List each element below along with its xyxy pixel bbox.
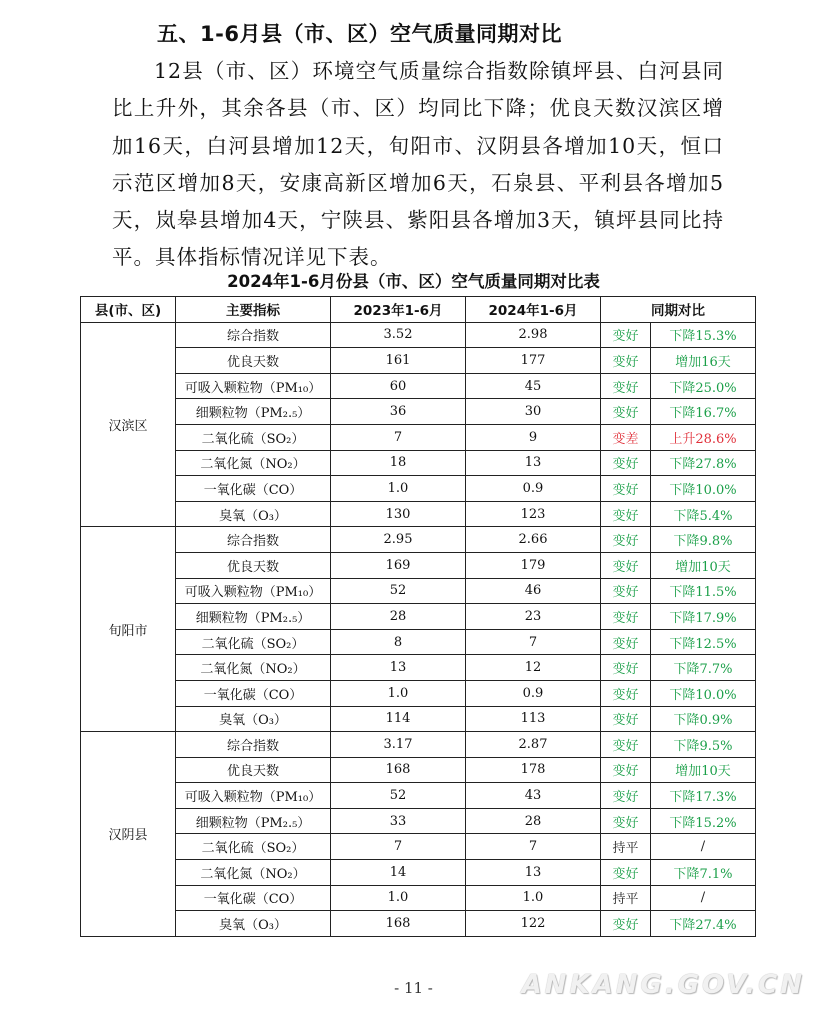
trend-cell: 变好 — [601, 629, 651, 655]
value-2024-cell: 178 — [466, 757, 601, 783]
value-2023-cell: 3.52 — [331, 322, 466, 348]
table-row — [81, 552, 756, 578]
value-2024-cell: 7 — [466, 629, 601, 655]
value-2023-cell: 168 — [331, 757, 466, 783]
table-row — [81, 373, 756, 399]
indicator-cell: 二氧化硫（SO₂） — [176, 629, 331, 655]
value-2023-cell: 169 — [331, 552, 466, 578]
table-row — [81, 578, 756, 604]
air-quality-table — [80, 296, 756, 937]
value-2023-cell: 14 — [331, 860, 466, 886]
value-2024-cell: 122 — [466, 911, 601, 937]
change-cell: 下降10.0% — [651, 476, 756, 502]
change-cell: 上升28.6% — [651, 424, 756, 450]
header-2024: 2024年1-6月 — [466, 297, 601, 323]
county-cell: 汉阴县 — [81, 732, 176, 937]
indicator-cell: 综合指数 — [176, 732, 331, 758]
indicator-cell: 细颗粒物（PM₂.₅） — [176, 808, 331, 834]
indicator-cell: 二氧化氮（NO₂） — [176, 655, 331, 681]
table-row — [81, 757, 756, 783]
indicator-cell: 细颗粒物（PM₂.₅） — [176, 399, 331, 425]
change-cell: 下降9.5% — [651, 732, 756, 758]
header-comparison: 同期对比 — [601, 297, 756, 323]
value-2023-cell: 114 — [331, 706, 466, 732]
trend-cell: 变好 — [601, 706, 651, 732]
indicator-cell: 一氧化碳（CO） — [176, 476, 331, 502]
trend-cell: 变好 — [601, 732, 651, 758]
indicator-cell: 二氧化氮（NO₂） — [176, 450, 331, 476]
table-row — [81, 604, 756, 630]
trend-cell: 变好 — [601, 757, 651, 783]
value-2024-cell: 45 — [466, 373, 601, 399]
value-2024-cell: 30 — [466, 399, 601, 425]
value-2023-cell: 13 — [331, 655, 466, 681]
table-row — [81, 424, 756, 450]
value-2023-cell: 8 — [331, 629, 466, 655]
value-2024-cell: 43 — [466, 783, 601, 809]
table-row — [81, 732, 756, 758]
value-2023-cell: 2.95 — [331, 527, 466, 553]
indicator-cell: 优良天数 — [176, 348, 331, 374]
trend-cell: 变好 — [601, 476, 651, 502]
table-caption: 2024年1-6月份县（市、区）空气质量同期对比表 — [227, 272, 600, 291]
section-heading: 五、1-6月县（市、区）空气质量同期对比 — [157, 22, 562, 46]
value-2024-cell: 13 — [466, 450, 601, 476]
change-cell: 下降17.9% — [651, 604, 756, 630]
indicator-cell: 二氧化氮（NO₂） — [176, 860, 331, 886]
indicator-cell: 可吸入颗粒物（PM₁₀） — [176, 783, 331, 809]
header-2023: 2023年1-6月 — [331, 297, 466, 323]
county-cell: 旬阳市 — [81, 527, 176, 732]
trend-cell: 持平 — [601, 885, 651, 911]
change-cell: 下降25.0% — [651, 373, 756, 399]
change-cell: 下降16.7% — [651, 399, 756, 425]
trend-cell: 变好 — [601, 348, 651, 374]
trend-cell: 变好 — [601, 399, 651, 425]
trend-cell: 变好 — [601, 783, 651, 809]
value-2024-cell: 123 — [466, 501, 601, 527]
indicator-cell: 可吸入颗粒物（PM₁₀） — [176, 578, 331, 604]
indicator-cell: 综合指数 — [176, 322, 331, 348]
county-cell: 汉滨区 — [81, 322, 176, 527]
table-row — [81, 527, 756, 553]
change-cell: 下降5.4% — [651, 501, 756, 527]
trend-cell: 变好 — [601, 527, 651, 553]
table-row — [81, 629, 756, 655]
change-cell: 增加10天 — [651, 757, 756, 783]
value-2023-cell: 36 — [331, 399, 466, 425]
watermark-logo: ANKANG.GOV.CN — [521, 970, 805, 1000]
trend-cell: 变好 — [601, 450, 651, 476]
table-row — [81, 476, 756, 502]
value-2023-cell: 60 — [331, 373, 466, 399]
value-2024-cell: 2.66 — [466, 527, 601, 553]
table-row — [81, 808, 756, 834]
indicator-cell: 综合指数 — [176, 527, 331, 553]
value-2024-cell: 177 — [466, 348, 601, 374]
table-row — [81, 399, 756, 425]
value-2023-cell: 161 — [331, 348, 466, 374]
value-2023-cell: 130 — [331, 501, 466, 527]
value-2024-cell: 0.9 — [466, 476, 601, 502]
indicator-cell: 一氧化碳（CO） — [176, 885, 331, 911]
value-2023-cell: 33 — [331, 808, 466, 834]
value-2024-cell: 9 — [466, 424, 601, 450]
table-row — [81, 348, 756, 374]
trend-cell: 变好 — [601, 578, 651, 604]
header-county: 县(市、区) — [81, 297, 176, 323]
indicator-cell: 臭氧（O₃） — [176, 501, 331, 527]
change-cell: 下降9.8% — [651, 527, 756, 553]
trend-cell: 变好 — [601, 808, 651, 834]
table-row — [81, 450, 756, 476]
trend-cell: 变好 — [601, 501, 651, 527]
trend-cell: 变好 — [601, 860, 651, 886]
value-2023-cell: 7 — [331, 834, 466, 860]
page-number: - 11 - — [394, 979, 433, 997]
value-2023-cell: 1.0 — [331, 476, 466, 502]
change-cell: 下降0.9% — [651, 706, 756, 732]
value-2023-cell: 18 — [331, 450, 466, 476]
value-2023-cell: 1.0 — [331, 680, 466, 706]
indicator-cell: 臭氧（O₃） — [176, 911, 331, 937]
value-2024-cell: 28 — [466, 808, 601, 834]
table-row — [81, 911, 756, 937]
trend-cell: 变好 — [601, 604, 651, 630]
value-2024-cell: 13 — [466, 860, 601, 886]
change-cell: 下降15.2% — [651, 808, 756, 834]
table-row — [81, 655, 756, 681]
table-body — [81, 322, 756, 936]
trend-cell: 变好 — [601, 322, 651, 348]
indicator-cell: 二氧化硫（SO₂） — [176, 424, 331, 450]
trend-cell: 持平 — [601, 834, 651, 860]
table-row — [81, 860, 756, 886]
table-row — [81, 322, 756, 348]
change-cell: 下降15.3% — [651, 322, 756, 348]
value-2023-cell: 28 — [331, 604, 466, 630]
change-cell: 下降10.0% — [651, 680, 756, 706]
table-row — [81, 885, 756, 911]
change-cell: 增加10天 — [651, 552, 756, 578]
change-cell: 增加16天 — [651, 348, 756, 374]
value-2024-cell: 7 — [466, 834, 601, 860]
value-2023-cell: 168 — [331, 911, 466, 937]
indicator-cell: 优良天数 — [176, 552, 331, 578]
change-cell: 下降27.4% — [651, 911, 756, 937]
trend-cell: 变好 — [601, 911, 651, 937]
change-cell: / — [651, 834, 756, 860]
table-row — [81, 783, 756, 809]
change-cell: 下降7.7% — [651, 655, 756, 681]
value-2023-cell: 3.17 — [331, 732, 466, 758]
change-cell: 下降27.8% — [651, 450, 756, 476]
value-2023-cell: 52 — [331, 783, 466, 809]
body-paragraph: 12县（市、区）环境空气质量综合指数除镇坪县、白河县同比上升外，其余各县（市、区）均同比下降；优良天数汉滨区增加16天，白河县增加12天，旬阳市、汉阴县各增加10天，恒口示范区增加8天，安康高新区增加6天，石泉县、平利县各增加5天，岚皋县增加4天，宁陕县、紫阳县各增加3天，镇坪县同比持平。具体指标情况详见下表。 — [112, 59, 724, 270]
indicator-cell: 一氧化碳（CO） — [176, 680, 331, 706]
change-cell: 下降17.3% — [651, 783, 756, 809]
change-cell: / — [651, 885, 756, 911]
indicator-cell: 优良天数 — [176, 757, 331, 783]
value-2024-cell: 0.9 — [466, 680, 601, 706]
indicator-cell: 二氧化硫（SO₂） — [176, 834, 331, 860]
trend-cell: 变好 — [601, 373, 651, 399]
value-2024-cell: 179 — [466, 552, 601, 578]
table-row — [81, 834, 756, 860]
table-row — [81, 680, 756, 706]
value-2023-cell: 1.0 — [331, 885, 466, 911]
change-cell: 下降12.5% — [651, 629, 756, 655]
value-2024-cell: 12 — [466, 655, 601, 681]
value-2024-cell: 1.0 — [466, 885, 601, 911]
value-2024-cell: 2.87 — [466, 732, 601, 758]
trend-cell: 变差 — [601, 424, 651, 450]
header-indicator: 主要指标 — [176, 297, 331, 323]
table-header-row — [81, 297, 756, 323]
table-row — [81, 501, 756, 527]
value-2024-cell: 2.98 — [466, 322, 601, 348]
indicator-cell: 臭氧（O₃） — [176, 706, 331, 732]
trend-cell: 变好 — [601, 552, 651, 578]
value-2023-cell: 52 — [331, 578, 466, 604]
trend-cell: 变好 — [601, 655, 651, 681]
change-cell: 下降11.5% — [651, 578, 756, 604]
change-cell: 下降7.1% — [651, 860, 756, 886]
indicator-cell: 可吸入颗粒物（PM₁₀） — [176, 373, 331, 399]
value-2024-cell: 113 — [466, 706, 601, 732]
indicator-cell: 细颗粒物（PM₂.₅） — [176, 604, 331, 630]
value-2024-cell: 46 — [466, 578, 601, 604]
value-2023-cell: 7 — [331, 424, 466, 450]
value-2024-cell: 23 — [466, 604, 601, 630]
trend-cell: 变好 — [601, 680, 651, 706]
table-row — [81, 706, 756, 732]
